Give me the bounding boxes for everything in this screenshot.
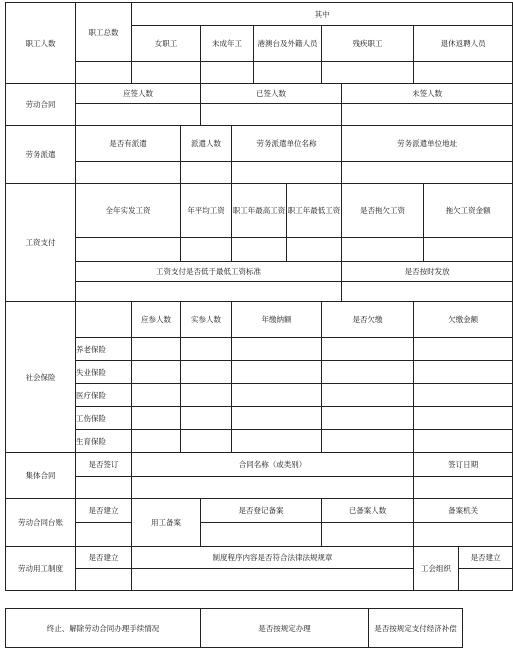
record-authority-header: 备案机关: [414, 499, 513, 523]
employees-total-cell[interactable]: [76, 62, 132, 84]
employment-system-section-label: 劳动用工制度: [6, 547, 76, 591]
should-sign-header: 应签人数: [76, 84, 201, 104]
procedure-compliant-header: 制度程序内容是否符合法律法规规章: [132, 547, 414, 569]
union-label: 工会组织: [414, 547, 459, 591]
employment-record-label: 用工备案: [132, 499, 201, 547]
maternity-annual-paid-cell[interactable]: [232, 430, 322, 453]
pension-arrears-cell[interactable]: [322, 338, 414, 361]
termination-procedure-header: 终止、解除劳动合同办理手续情况: [6, 609, 201, 648]
retired-rehired-header: 退休返聘人员: [414, 26, 513, 62]
foreign-staff-cell[interactable]: [254, 62, 322, 84]
maternity-arrears-cell[interactable]: [322, 430, 414, 453]
annual-avg-wage-cell[interactable]: [181, 238, 232, 262]
below-min-standard-cell[interactable]: [76, 282, 342, 302]
annual-min-wage-header: 职工年最低工资: [287, 184, 342, 238]
maternity-arrears-amount-cell[interactable]: [414, 430, 513, 453]
disabled-employees-cell[interactable]: [322, 62, 414, 84]
collective-name-header: 合同名称（或类别）: [132, 453, 414, 477]
injury-annual-paid-cell[interactable]: [232, 407, 322, 430]
ledger-established-header: 是否建立: [76, 499, 132, 523]
unsigned-header: 未签人数: [342, 84, 513, 104]
female-employees-header: 女职工: [132, 26, 201, 62]
collective-sign-date-header: 签订日期: [414, 453, 513, 477]
collective-contract-section-label: 集体合同: [6, 453, 76, 499]
insurance-section-label: 社会保险: [6, 302, 76, 453]
insurance-type-header: [76, 302, 132, 338]
handled-per-rules-header: 是否按规定办理: [201, 609, 369, 648]
retired-rehired-cell[interactable]: [414, 62, 513, 84]
minor-workers-header: 未成年工: [201, 26, 254, 62]
annual-max-wage-header: 职工年最高工资: [232, 184, 287, 238]
annual-actual-wage-cell[interactable]: [76, 238, 181, 262]
employees-total-header: 职工总数: [76, 3, 132, 62]
labor-contract-section-label: 劳动合同: [6, 84, 76, 126]
maternity-actual-enroll-cell[interactable]: [181, 430, 232, 453]
medical-actual-enroll-cell[interactable]: [181, 384, 232, 407]
annual-min-wage-cell[interactable]: [287, 238, 342, 262]
dispatch-section-label: 劳务派遣: [6, 126, 76, 184]
disabled-employees-header: 残疾职工: [322, 26, 414, 62]
minor-workers-cell[interactable]: [201, 62, 254, 84]
union-established-cell[interactable]: [459, 569, 513, 591]
registered-header: 是否登记备案: [201, 499, 322, 523]
collective-sign-date-cell[interactable]: [414, 477, 513, 499]
record-authority-cell[interactable]: [414, 523, 513, 547]
injury-arrears-cell[interactable]: [322, 407, 414, 430]
should-sign-cell[interactable]: [76, 104, 201, 126]
pension-insurance-label: 养老保险: [76, 338, 132, 361]
injury-should-enroll-cell[interactable]: [132, 407, 181, 430]
recorded-count-header: 已备案人数: [322, 499, 414, 523]
unemployment-insurance-label: 失业保险: [76, 361, 132, 384]
injury-insurance-label: 工伤保险: [76, 407, 132, 430]
medical-insurance-label: 医疗保险: [76, 384, 132, 407]
recorded-count-cell[interactable]: [322, 523, 414, 547]
signed-header: 已签人数: [201, 84, 342, 104]
wage-arrears-header: 是否拖欠工资: [342, 184, 424, 238]
injury-arrears-amount-cell[interactable]: [414, 407, 513, 430]
pension-annual-paid-cell[interactable]: [232, 338, 322, 361]
unsigned-cell[interactable]: [342, 104, 513, 126]
pension-should-enroll-cell[interactable]: [132, 338, 181, 361]
maternity-should-enroll-cell[interactable]: [132, 430, 181, 453]
unemployment-arrears-amount-cell[interactable]: [414, 361, 513, 384]
on-time-header: 是否按时发放: [342, 262, 513, 282]
wage-arrears-cell[interactable]: [342, 238, 424, 262]
medical-should-enroll-cell[interactable]: [132, 384, 181, 407]
medical-arrears-cell[interactable]: [322, 384, 414, 407]
medical-annual-paid-cell[interactable]: [232, 384, 322, 407]
annual-actual-wage-header: 全年实发工资: [76, 184, 181, 238]
annual-avg-wage-header: 年平均工资: [181, 184, 232, 238]
procedure-compliant-cell[interactable]: [132, 569, 414, 591]
unemployment-annual-paid-cell[interactable]: [232, 361, 322, 384]
collective-name-cell[interactable]: [132, 477, 414, 499]
collective-signed-header: 是否签订: [76, 453, 132, 477]
medical-arrears-amount-cell[interactable]: [414, 384, 513, 407]
maternity-insurance-label: 生育保险: [76, 430, 132, 453]
employees-among-header: 其中: [132, 3, 513, 26]
actual-enroll-header: 实参人数: [181, 302, 232, 338]
unemployment-arrears-cell[interactable]: [322, 361, 414, 384]
has-dispatch-cell[interactable]: [76, 162, 181, 184]
agency-name-cell[interactable]: [232, 162, 342, 184]
female-employees-cell[interactable]: [132, 62, 201, 84]
unemployment-actual-enroll-cell[interactable]: [181, 361, 232, 384]
unemployment-should-enroll-cell[interactable]: [132, 361, 181, 384]
contract-ledger-section-label: 劳动合同台账: [6, 499, 76, 547]
insurance-arrears-amount-header: 欠缴金额: [414, 302, 513, 338]
should-enroll-header: 应参人数: [132, 302, 181, 338]
pension-arrears-amount-cell[interactable]: [414, 338, 513, 361]
dispatched-count-cell[interactable]: [181, 162, 232, 184]
on-time-cell[interactable]: [342, 282, 513, 302]
signed-cell[interactable]: [201, 104, 342, 126]
employment-survey-table: [5, 2, 513, 591]
foreign-staff-header: 港澳台及外籍人员: [254, 26, 322, 62]
ledger-established-cell[interactable]: [76, 523, 132, 547]
compensation-paid-header: 是否按规定支付经济补偿: [369, 609, 463, 648]
registered-cell[interactable]: [201, 523, 322, 547]
insurance-arrears-header: 是否欠缴: [322, 302, 414, 338]
annual-paid-header: 年缴纳额: [232, 302, 322, 338]
wage-arrears-amount-cell[interactable]: [424, 238, 513, 262]
has-dispatch-header: 是否有派遣: [76, 126, 181, 162]
system-established-header: 是否建立: [76, 547, 132, 569]
below-min-standard-header: 工资支付是否低于最低工资标准: [76, 262, 342, 282]
pension-actual-enroll-cell[interactable]: [181, 338, 232, 361]
wages-section-label: 工资支付: [6, 184, 76, 302]
agency-address-header: 劳务派遣单位地址: [342, 126, 513, 162]
agency-name-header: 劳务派遣单位名称: [232, 126, 342, 162]
termination-table: [5, 608, 463, 648]
annual-max-wage-cell[interactable]: [232, 238, 287, 262]
wage-arrears-amount-header: 拖欠工资金额: [424, 184, 513, 238]
injury-actual-enroll-cell[interactable]: [181, 407, 232, 430]
union-established-header: 是否建立: [459, 547, 513, 569]
employees-section-label: 职工人数: [6, 3, 76, 84]
dispatched-count-header: 派遣人数: [181, 126, 232, 162]
collective-signed-cell[interactable]: [76, 477, 132, 499]
agency-address-cell[interactable]: [342, 162, 513, 184]
system-established-cell[interactable]: [76, 569, 132, 591]
